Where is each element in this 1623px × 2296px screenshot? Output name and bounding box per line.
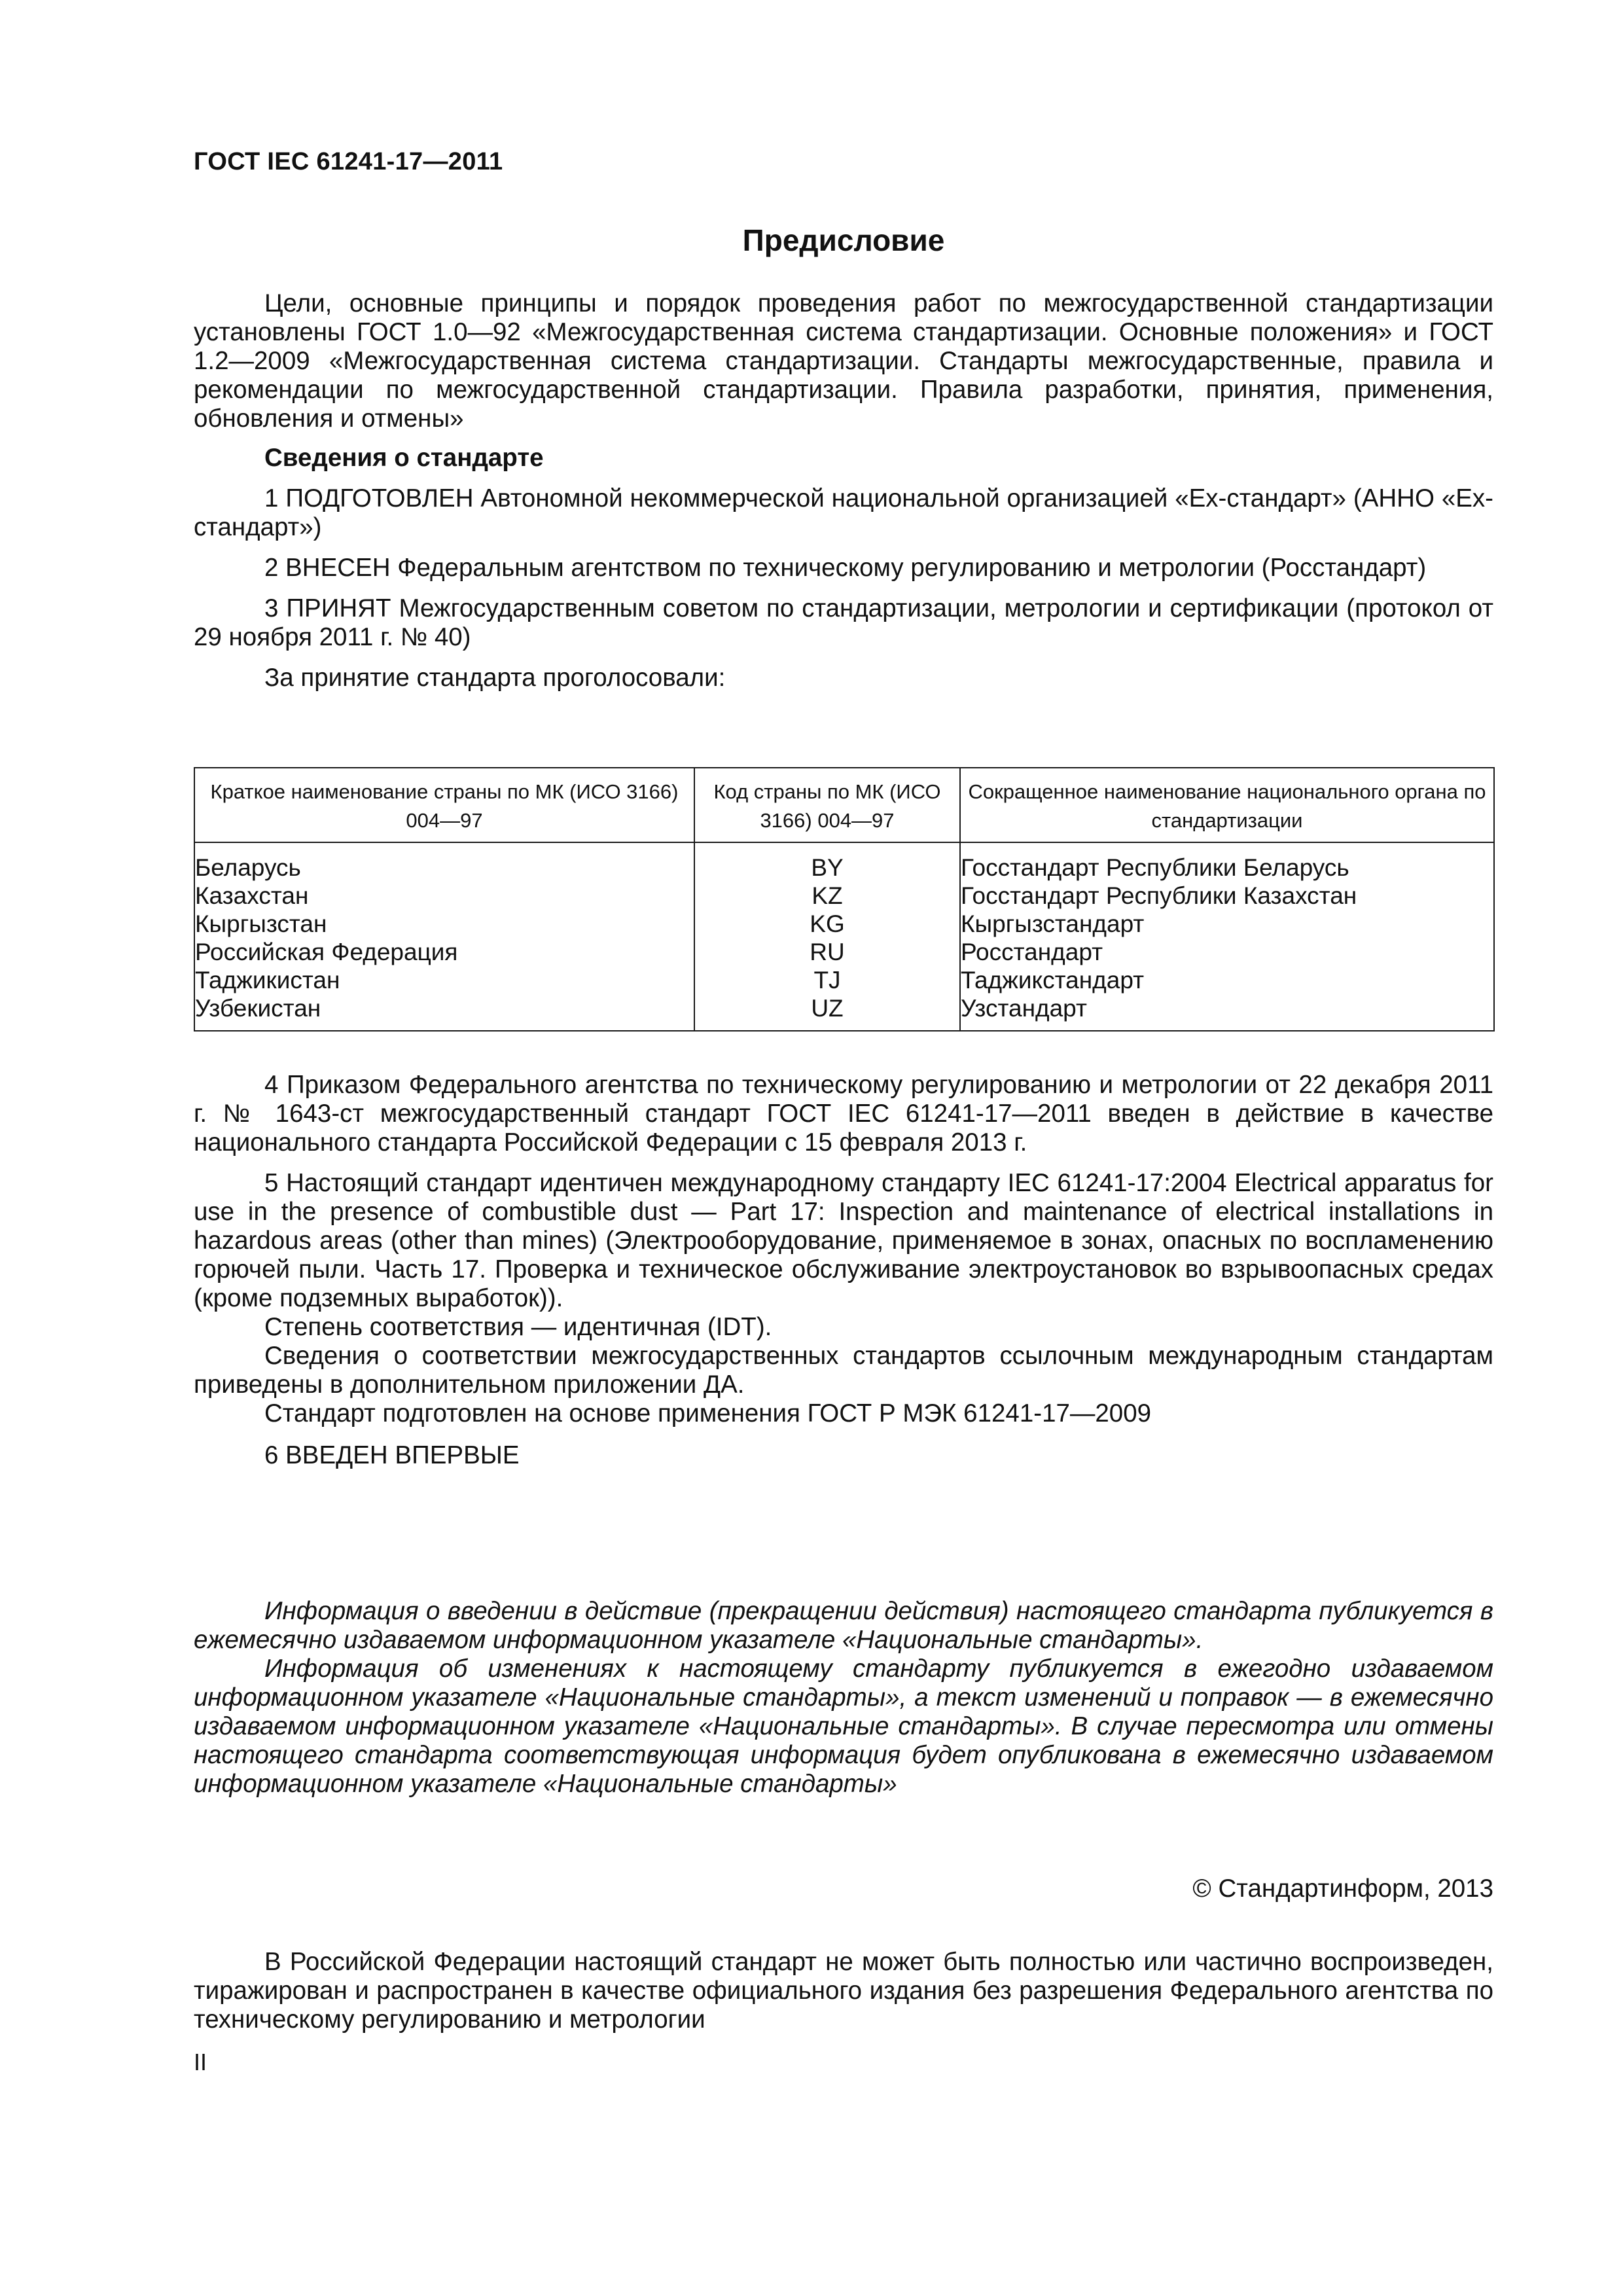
country-code: KG <box>810 910 845 937</box>
country-name: Узбекистан <box>195 995 321 1022</box>
copyright-line: © Стандартинформ, 2013 <box>1192 1874 1493 1903</box>
item-3-adopted: 3 ПРИНЯТ Межгосударственным советом по стандартизации, метрологии и сертификации (протокол от 29 ноября 2011 г. № 40) <box>194 594 1493 651</box>
country-name: Российская Федерация <box>195 939 458 965</box>
country-code: BY <box>811 854 844 881</box>
national-body: Таджикстандарт <box>961 967 1145 994</box>
national-body: Госстандарт Республики Беларусь <box>961 854 1349 881</box>
items-after-table <box>194 1071 1493 1470</box>
country-names-cell <box>194 842 694 1031</box>
annex-reference: Сведения о соответствии межгосударственных стандартов ссылочным международным стандартам приведены в дополнительном приложении ДА. <box>194 1342 1493 1399</box>
item-4-order: 4 Приказом Федерального агентства по техническому регулированию и метрологии от 22 декабря 2011 г. № 1643-ст межгосударственный стандарт ГОСТ IEC 61241-17—2011 введен в действие в качестве национального стандарта Российской Федерации с 15 февраля 2013 г. <box>194 1071 1493 1157</box>
table-header-row <box>194 768 1494 842</box>
national-body: Росстандарт <box>961 939 1103 965</box>
country-codes-cell <box>694 842 960 1031</box>
voted-label: За принятие стандарта проголосовали: <box>264 664 726 692</box>
country-code: UZ <box>811 995 844 1022</box>
header-country-code: Код страны по МК (ИСО 3166) 004—97 <box>694 768 960 842</box>
publication-notice <box>194 1597 1493 1799</box>
item-6-first-introduced: 6 ВВЕДЕН ВПЕРВЫЕ <box>264 1441 520 1469</box>
header-national-body: Сокращенное наименование национального органа по стандартизации <box>960 768 1494 842</box>
national-body: Узстандарт <box>961 995 1087 1022</box>
country-code: RU <box>810 939 845 965</box>
header-country-name: Краткое наименование страны по МК (ИСО 3166) 004—97 <box>194 768 694 842</box>
notice-paragraph-2: Информация об изменениях к настоящему стандарту публикуется в ежегодно издаваемом информационном указателе «Национальные стандарты», а текст изменений и поправок — в ежемесячно издаваемом информационном указателе «Национальные стандарты». В случае пересмотра или отмены настоящего стандарта соответствующая информация будет опубликована в ежемесячно издаваемом информационном указателе «Национальные стандарты» <box>194 1655 1493 1798</box>
notice-paragraph-1: Информация о введении в действие (прекращении действия) настоящего стандарта публикуется в ежемесячно издаваемом информационном указателе «Национальные стандарты». <box>194 1597 1493 1654</box>
degree-of-correspondence: Степень соответствия — идентичная (IDT). <box>264 1313 772 1341</box>
country-name: Таджикистан <box>195 967 340 994</box>
national-body: Госстандарт Республики Казахстан <box>961 882 1357 909</box>
country-code: KZ <box>812 882 843 909</box>
table-row <box>194 842 1494 1031</box>
intro-block <box>194 289 1493 692</box>
country-name: Казахстан <box>195 882 309 909</box>
country-name: Кыргызстан <box>195 910 327 937</box>
page-title: Предисловие <box>742 223 945 257</box>
national-body: Кыргызстандарт <box>961 910 1145 937</box>
intro-paragraph: Цели, основные принципы и порядок проведения работ по межгосударственной стандартизации установлены ГОСТ 1.0—92 «Межгосударственная система стандартизации. Основные положения» и ГОСТ 1.2—2009 «Межгосударственная система стандартизации. Стандарты межгосударственные, правила и рекомендации по межгосударственной стандартизации. Правила разработки, принятия, применения, обновления и отмены» <box>194 289 1493 433</box>
item-1-prepared: 1 ПОДГОТОВЛЕН Автономной некоммерческой национальной организацией «Ех-стандарт» (АННО «Ех-стандарт») <box>194 484 1493 541</box>
page-number: II <box>194 2049 207 2075</box>
national-bodies-cell <box>960 842 1494 1031</box>
country-name: Беларусь <box>195 854 301 881</box>
basis-standard: Стандарт подготовлен на основе применения ГОСТ Р МЭК 61241-17—2009 <box>264 1399 1152 1427</box>
item-5-identical: 5 Настоящий стандарт идентичен международному стандарту IEC 61241-17:2004 Electrical apparatus for use in the presence of combustible dust — Part 17: Inspection and maintenance of electrical installations in hazardous areas (other than mines) (Электрооборудование, применяемое в зонах, опасных по воспламенению горючей пыли. Часть 17. Проверка и техническое обслуживание электроустановок во взрывоопасных средах (кроме подземных выработок)). <box>194 1169 1493 1312</box>
reproduction-note <box>194 1948 1493 2034</box>
document-code: ГОСТ IEC 61241-17—2011 <box>194 148 503 175</box>
voting-countries-table <box>194 767 1495 1031</box>
item-2-submitted: 2 ВНЕСЕН Федеральным агентством по техническому регулированию и метрологии (Росстандарт) <box>264 554 1427 582</box>
reproduction-note-text: В Российской Федерации настоящий стандарт не может быть полностью или частично воспроизведен, тиражирован и распространен в качестве официального издания без разрешения Федерального агентства по техническому регулированию и метрологии <box>194 1948 1493 2034</box>
country-code: TJ <box>813 967 841 994</box>
standard-info-heading: Сведения о стандарте <box>264 444 544 472</box>
